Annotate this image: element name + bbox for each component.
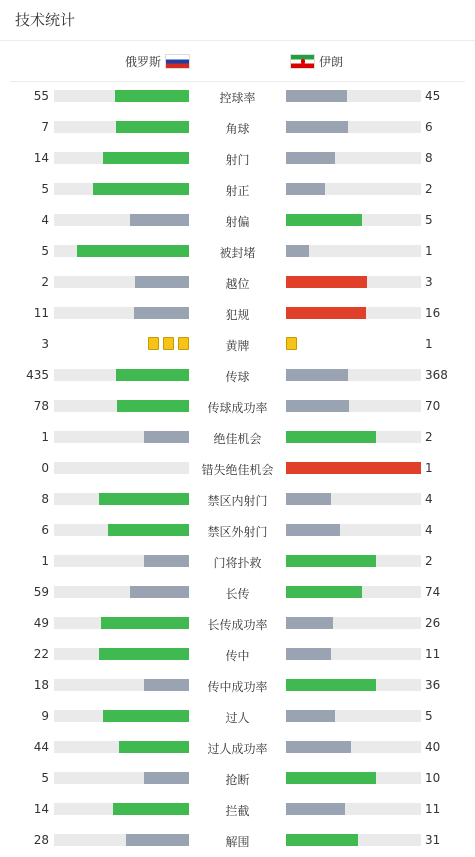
away-value: 11 [425,802,441,816]
stat-label: 门将扑救 [213,556,262,570]
away-value: 2 [425,430,433,444]
stat-label: 禁区外射门 [207,525,268,539]
away-bar-fill [286,152,335,164]
away-value: 368 [425,368,448,382]
away-bar-fill [286,245,309,257]
home-bar-track [54,400,189,412]
away-value: 31 [425,833,441,847]
home-bar-track [54,834,189,846]
home-bar-fill [115,90,189,102]
teams-header [10,41,465,82]
home-bar-track [54,772,189,784]
home-value: 6 [41,523,49,537]
home-bar-fill [99,648,189,660]
away-bar-fill [286,617,333,629]
home-value: 14 [33,802,49,816]
away-value: 1 [425,244,433,258]
stat-row [0,267,475,298]
home-bar-track [54,369,189,381]
page-title: 技术统计 [0,0,475,41]
away-bar-track [286,493,421,505]
stat-label: 抢断 [225,773,250,787]
away-value: 2 [425,554,433,568]
home-bar-fill [103,710,189,722]
home-bar-track [54,90,189,102]
away-bar-track [286,183,421,195]
away-value: 4 [425,492,433,506]
away-bar-fill [286,741,351,753]
stats-list [0,81,475,856]
away-bar-fill [286,214,362,226]
away-bar-fill [286,307,366,319]
away-bar-track [286,121,421,133]
stat-row [0,298,475,329]
home-bar-track [54,307,189,319]
stat-row [0,670,475,701]
home-bar-fill [103,152,189,164]
home-value: 18 [33,678,49,692]
home-bar-track [54,555,189,567]
away-bar-track [286,214,421,226]
yellow-card-icon [148,337,159,350]
home-bar-track [54,803,189,815]
away-value: 11 [425,647,441,661]
stat-row [0,81,475,112]
stat-row [0,422,475,453]
home-bar-track [54,493,189,505]
home-value: 3 [41,337,49,351]
away-bar-fill [286,462,421,474]
away-bar-fill [286,276,367,288]
home-bar-track [54,121,189,133]
home-value: 14 [33,151,49,165]
away-bar-track [286,679,421,691]
home-value: 435 [26,368,49,382]
away-bar-fill [286,183,325,195]
stat-row [0,205,475,236]
away-value: 40 [425,740,441,754]
home-yellow-cards [148,337,189,350]
stat-label: 黄牌 [225,339,250,353]
iran-flag-icon [290,54,315,69]
home-value: 5 [41,182,49,196]
away-bar-track [286,555,421,567]
home-value: 49 [33,616,49,630]
stat-row [0,763,475,794]
home-bar-fill [113,803,189,815]
stat-label: 绝佳机会 [213,432,262,446]
away-bar-track [286,834,421,846]
away-value: 2 [425,182,433,196]
away-value: 5 [425,709,433,723]
stat-row [0,701,475,732]
away-bar-fill [286,834,358,846]
away-bar-track [286,803,421,815]
stat-label: 传中 [225,649,250,663]
home-bar-fill [144,772,189,784]
away-bar-track [286,462,421,474]
stat-label: 解围 [225,835,250,849]
home-bar-fill [144,555,189,567]
home-bar-fill [126,834,189,846]
away-bar-fill [286,555,376,567]
home-bar-fill [119,741,189,753]
stat-row [0,329,475,360]
stat-row [0,577,475,608]
away-bar-fill [286,524,340,536]
away-bar-fill [286,648,331,660]
away-bar-track [286,245,421,257]
away-value: 3 [425,275,433,289]
away-bar-track [286,772,421,784]
away-value: 36 [425,678,441,692]
away-value: 74 [425,585,441,599]
stat-label: 长传 [225,587,250,601]
away-value: 6 [425,120,433,134]
home-bar-track [54,648,189,660]
stat-label: 被封堵 [219,246,256,260]
away-bar-fill [286,400,349,412]
stat-row [0,546,475,577]
away-value: 1 [425,461,433,475]
home-bar-track [54,462,189,474]
home-value: 22 [33,647,49,661]
stat-label: 过人 [225,711,250,725]
away-bar-track [286,617,421,629]
away-bar-track [286,369,421,381]
stat-label: 角球 [225,122,250,136]
away-bar-fill [286,493,331,505]
home-bar-fill [101,617,189,629]
away-bar-fill [286,772,376,784]
stat-label: 过人成功率 [207,742,268,756]
home-value: 5 [41,244,49,258]
home-bar-fill [144,431,189,443]
away-bar-track [286,400,421,412]
stat-label: 越位 [225,277,250,291]
home-value: 8 [41,492,49,506]
away-value: 8 [425,151,433,165]
stat-label: 射正 [225,184,250,198]
stat-label: 射门 [225,153,250,167]
stat-row [0,453,475,484]
home-bar-fill [144,679,189,691]
away-bar-fill [286,90,347,102]
home-bar-track [54,245,189,257]
stat-row [0,174,475,205]
home-bar-track [54,741,189,753]
stat-label: 拦截 [225,804,250,818]
home-bar-track [54,214,189,226]
home-bar-track [54,524,189,536]
stat-label: 传中成功率 [207,680,268,694]
stat-label: 长传成功率 [207,618,268,632]
away-team-name: 伊朗 [319,55,344,69]
away-value: 5 [425,213,433,227]
away-value: 4 [425,523,433,537]
stat-row [0,360,475,391]
away-value: 26 [425,616,441,630]
stat-row [0,608,475,639]
away-bar-fill [286,679,376,691]
home-bar-track [54,276,189,288]
home-value: 9 [41,709,49,723]
away-bar-track [286,307,421,319]
home-value: 11 [33,306,49,320]
away-value: 16 [425,306,441,320]
stat-row [0,639,475,670]
away-value: 45 [425,89,441,103]
home-bar-fill [77,245,189,257]
away-bar-track [286,586,421,598]
stat-label: 犯规 [225,308,250,322]
stat-label: 错失绝佳机会 [201,463,274,477]
away-bar-fill [286,803,345,815]
home-team [125,53,190,70]
home-team-name: 俄罗斯 [124,55,161,69]
home-value: 55 [33,89,49,103]
home-bar-fill [108,524,189,536]
away-team [290,53,343,70]
stat-row [0,391,475,422]
home-value: 59 [33,585,49,599]
stat-label: 控球率 [219,91,256,105]
stat-label: 传球 [225,370,250,384]
away-value: 1 [425,337,433,351]
stat-row [0,794,475,825]
stat-row [0,236,475,267]
away-bar-track [286,90,421,102]
yellow-card-icon [178,337,189,350]
home-bar-track [54,679,189,691]
away-bar-track [286,431,421,443]
stat-label: 传球成功率 [207,401,268,415]
stat-label: 禁区内射门 [207,494,268,508]
home-value: 5 [41,771,49,785]
home-value: 7 [41,120,49,134]
home-bar-fill [134,307,189,319]
away-bar-fill [286,369,348,381]
home-bar-track [54,431,189,443]
home-bar-track [54,183,189,195]
stat-label: 射偏 [225,215,250,229]
away-bar-track [286,276,421,288]
home-value: 1 [41,554,49,568]
away-bar-fill [286,121,348,133]
stat-row [0,143,475,174]
home-bar-fill [116,121,189,133]
russia-flag-icon [165,54,190,69]
home-bar-track [54,617,189,629]
away-value: 10 [425,771,441,785]
away-bar-fill [286,586,362,598]
home-bar-track [54,586,189,598]
home-bar-fill [117,400,189,412]
away-bar-fill [286,710,335,722]
home-value: 0 [41,461,49,475]
away-value: 70 [425,399,441,413]
away-bar-track [286,710,421,722]
home-bar-fill [99,493,189,505]
home-value: 28 [33,833,49,847]
home-bar-fill [130,586,189,598]
stat-row [0,484,475,515]
away-bar-track [286,741,421,753]
home-bar-fill [116,369,189,381]
home-value: 1 [41,430,49,444]
home-value: 78 [33,399,49,413]
stat-row [0,825,475,856]
away-bar-track [286,152,421,164]
home-bar-track [54,710,189,722]
home-bar-fill [135,276,189,288]
away-yellow-cards [286,337,297,350]
away-bar-track [286,524,421,536]
home-value: 4 [41,213,49,227]
yellow-card-icon [163,337,174,350]
stat-row [0,732,475,763]
stat-row [0,112,475,143]
away-bar-track [286,648,421,660]
home-value: 2 [41,275,49,289]
away-bar-fill [286,431,376,443]
home-value: 44 [33,740,49,754]
home-bar-track [54,152,189,164]
stat-row [0,515,475,546]
yellow-card-icon [286,337,297,350]
home-bar-fill [130,214,189,226]
home-bar-fill [93,183,189,195]
